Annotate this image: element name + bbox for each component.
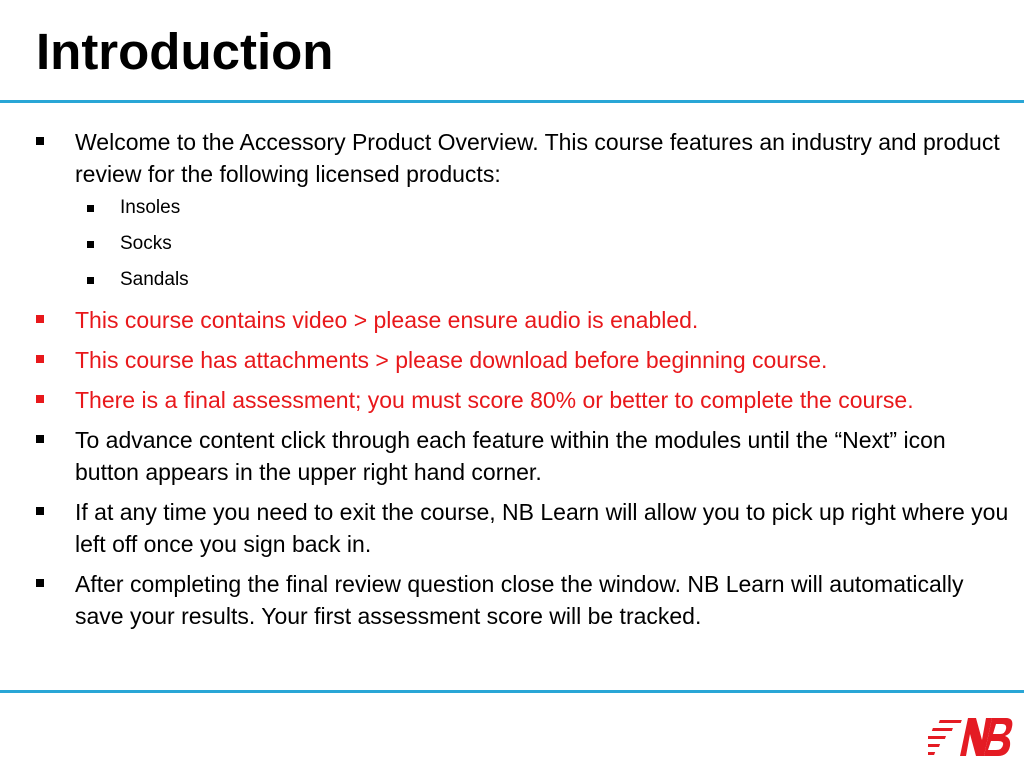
square-bullet-icon — [36, 507, 44, 515]
square-bullet-icon — [36, 355, 44, 363]
square-bullet-icon — [87, 205, 94, 212]
bullet-text: This course contains video > please ensure audio is enabled. — [75, 307, 699, 333]
square-bullet-icon — [36, 579, 44, 587]
bullet-text: Welcome to the Accessory Product Overview. This course features an industry and product review for the following licensed products: — [75, 129, 1000, 187]
sub-item-socks — [36, 232, 1011, 256]
bullet-text: To advance content click through each feature within the modules until the “Next” icon button appears in the upper right hand corner. — [75, 427, 946, 485]
square-bullet-icon — [87, 277, 94, 284]
bullet-text: This course has attachments > please download before beginning course. — [75, 347, 828, 373]
product-sublist — [36, 196, 1011, 292]
bullet-list — [36, 126, 1011, 640]
bullet-item-advance-content — [36, 424, 1011, 488]
square-bullet-icon — [87, 241, 94, 248]
bullet-item-video-notice — [36, 304, 1011, 336]
bullet-text: After completing the final review question close the window. NB Learn will automatically save your results. Your first assessment score will be tracked. — [75, 571, 964, 629]
sub-item-sandals — [36, 268, 1011, 292]
bullet-item-welcome — [36, 126, 1011, 190]
square-bullet-icon — [36, 315, 44, 323]
sub-item-insoles — [36, 196, 1011, 220]
title-divider — [0, 100, 1024, 103]
bullet-text: There is a final assessment; you must score 80% or better to complete the course. — [75, 387, 914, 413]
bullet-text: If at any time you need to exit the course, NB Learn will allow you to pick up right where you left off once you sign back in. — [75, 499, 1009, 557]
sub-item-text: Insoles — [120, 197, 181, 218]
footer-divider — [0, 690, 1024, 693]
slide-title: Introduction — [36, 23, 334, 80]
bullet-item-save-results — [36, 568, 1011, 632]
square-bullet-icon — [36, 395, 44, 403]
square-bullet-icon — [36, 435, 44, 443]
bullet-item-exit-course — [36, 496, 1011, 560]
bullet-item-attachments-notice — [36, 344, 1011, 376]
nb-logo-icon — [928, 714, 1014, 760]
square-bullet-icon — [36, 137, 44, 145]
sub-item-text: Socks — [120, 233, 172, 254]
bullet-item-assessment-notice — [36, 384, 1011, 416]
sub-item-text: Sandals — [120, 269, 189, 290]
